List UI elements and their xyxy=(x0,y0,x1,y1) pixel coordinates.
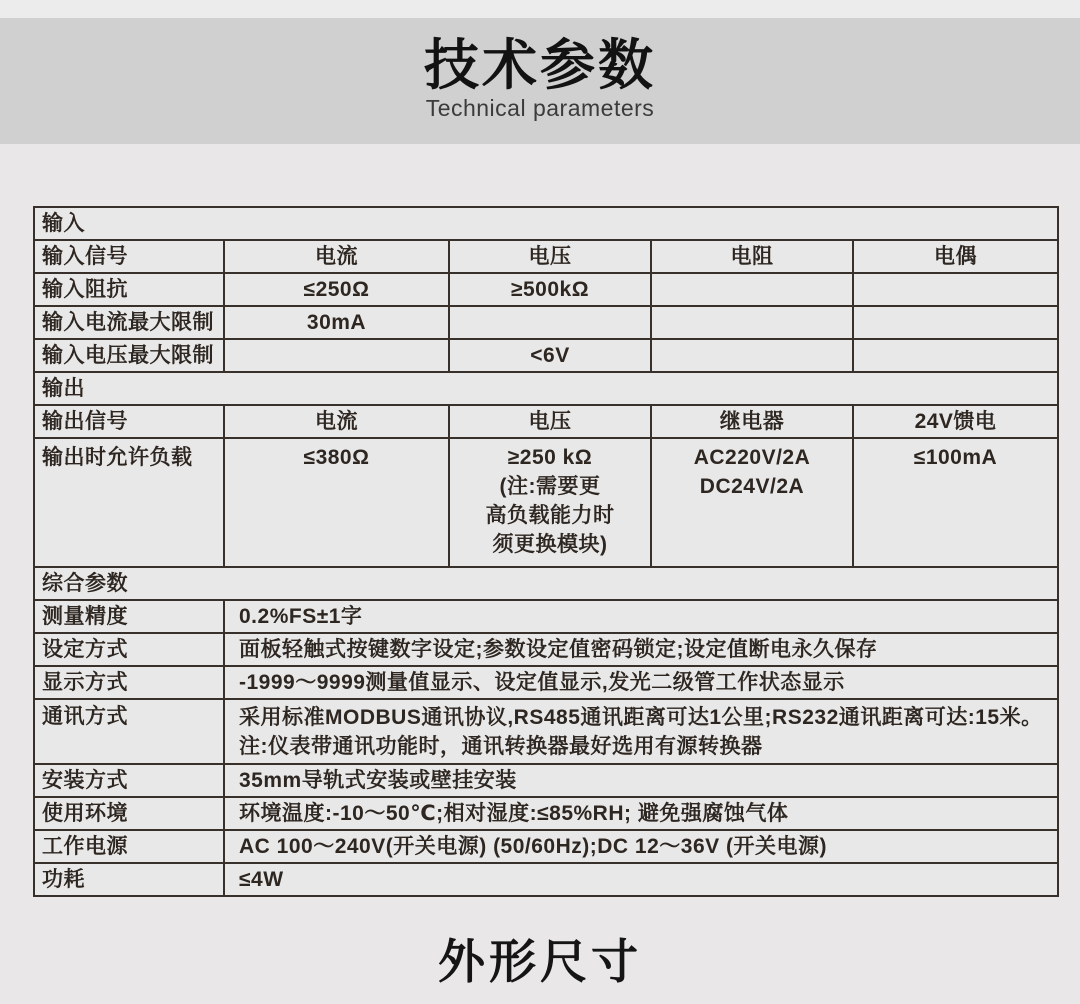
table-row-output-load xyxy=(34,438,1058,567)
measure-accuracy-label: 测量精度 xyxy=(34,600,224,633)
table-row-display-method xyxy=(34,666,1058,699)
measure-accuracy-value: 0.2%FS±1字 xyxy=(224,600,1058,633)
section-row-output xyxy=(34,372,1058,405)
input-signal-resistance: 电阻 xyxy=(651,240,853,273)
input-voltage-limit-resistance xyxy=(651,339,853,372)
table-row-input-signal xyxy=(34,240,1058,273)
table-row-environment xyxy=(34,797,1058,830)
comm-method-label: 通讯方式 xyxy=(34,699,224,764)
input-signal-label: 输入信号 xyxy=(34,240,224,273)
input-impedance-current: ≤250Ω xyxy=(224,273,449,306)
input-current-limit-thermocouple xyxy=(853,306,1058,339)
setting-method-value: 面板轻触式按键数字设定;参数设定值密码锁定;设定值断电永久保存 xyxy=(224,633,1058,666)
power-supply-label: 工作电源 xyxy=(34,830,224,863)
table-row-input-impedance xyxy=(34,273,1058,306)
section-row-input xyxy=(34,207,1058,240)
environment-value: 环境温度:-10～50℃;相对湿度:≤85%RH; 避免强腐蚀气体 xyxy=(224,797,1058,830)
page-subtitle: Technical parameters xyxy=(425,95,655,122)
output-signal-label: 输出信号 xyxy=(34,405,224,438)
table-row-power-supply xyxy=(34,830,1058,863)
output-signal-voltage: 电压 xyxy=(449,405,651,438)
table-row-input-voltage-limit xyxy=(34,339,1058,372)
input-voltage-limit-voltage: <6V xyxy=(449,339,651,372)
output-signal-relay: 继电器 xyxy=(651,405,853,438)
input-impedance-thermocouple xyxy=(853,273,1058,306)
table-row-power-consumption xyxy=(34,863,1058,896)
output-load-current: ≤380Ω xyxy=(224,438,449,567)
section-header-input: 输入 xyxy=(34,207,1058,240)
power-consumption-label: 功耗 xyxy=(34,863,224,896)
environment-label: 使用环境 xyxy=(34,797,224,830)
power-supply-value: AC 100～240V(开关电源) (50/60Hz);DC 12～36V (开关电源) xyxy=(224,830,1058,863)
input-voltage-limit-thermocouple xyxy=(853,339,1058,372)
comm-method-value: 采用标准MODBUS通讯协议,RS485通讯距离可达1公里;RS232通讯距离可达:15米。 注:仪表带通讯功能时，通讯转换器最好选用有源转换器 xyxy=(224,699,1058,764)
input-current-limit-resistance xyxy=(651,306,853,339)
table-row-comm-method xyxy=(34,699,1058,764)
table-row-output-signal xyxy=(34,405,1058,438)
input-current-limit-current: 30mA xyxy=(224,306,449,339)
setting-method-label: 设定方式 xyxy=(34,633,224,666)
section-header-general: 综合参数 xyxy=(34,567,1058,600)
input-current-limit-label: 输入电流最大限制 xyxy=(34,306,224,339)
table-row-measure-accuracy xyxy=(34,600,1058,633)
header-band xyxy=(0,18,1080,144)
page-title: 技术参数 xyxy=(423,34,656,96)
input-signal-current: 电流 xyxy=(224,240,449,273)
mount-method-value: 35mm导轨式安装或壁挂安装 xyxy=(224,764,1058,797)
section-row-general xyxy=(34,567,1058,600)
mount-method-label: 安装方式 xyxy=(34,764,224,797)
input-impedance-voltage: ≥500kΩ xyxy=(449,273,651,306)
display-method-value: -1999～9999测量值显示、设定值显示,发光二级管工作状态显示 xyxy=(224,666,1058,699)
display-method-label: 显示方式 xyxy=(34,666,224,699)
output-load-label: 输出时允许负载 xyxy=(34,438,224,567)
table-row-setting-method xyxy=(34,633,1058,666)
bottom-section-title: 外形尺寸 xyxy=(438,935,642,988)
input-voltage-limit-current xyxy=(224,339,449,372)
output-signal-current: 电流 xyxy=(224,405,449,438)
output-load-24v-feed: ≤100mA xyxy=(853,438,1058,567)
spec-table xyxy=(33,206,1059,897)
output-load-relay: AC220V/2A DC24V/2A xyxy=(651,438,853,567)
output-signal-24v-feed: 24V馈电 xyxy=(853,405,1058,438)
input-signal-thermocouple: 电偶 xyxy=(853,240,1058,273)
power-consumption-value: ≤4W xyxy=(224,863,1058,896)
output-load-voltage: ≥250 kΩ (注:需要更 高负载能力时 须更换模块) xyxy=(449,438,651,567)
input-current-limit-voltage xyxy=(449,306,651,339)
table-row-mount-method xyxy=(34,764,1058,797)
table-row-input-current-limit xyxy=(34,306,1058,339)
input-impedance-resistance xyxy=(651,273,853,306)
input-impedance-label: 输入阻抗 xyxy=(34,273,224,306)
section-header-output: 输出 xyxy=(34,372,1058,405)
top-strip xyxy=(0,0,1080,18)
input-signal-voltage: 电压 xyxy=(449,240,651,273)
input-voltage-limit-label: 输入电压最大限制 xyxy=(34,339,224,372)
